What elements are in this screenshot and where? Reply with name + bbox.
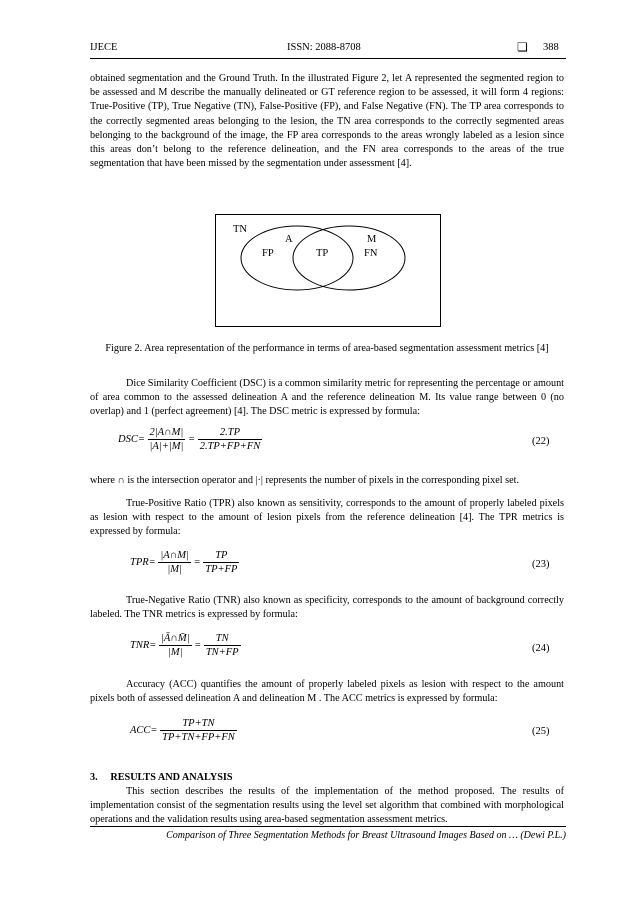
circle-a	[241, 226, 353, 290]
page-number: 388	[543, 42, 559, 53]
footer-rule	[90, 826, 566, 827]
header-rule	[90, 58, 566, 59]
acc-paragraph: Accuracy (ACC) quantifies the amount of properly labeled pixels as lesion with respect to the amount pixels both of assessed delineation A and delineation M . The ACC metrics is expressed by formula:	[90, 679, 564, 705]
eq22-frac1: $\frac{2|A\cap M|}{|A|+|M|}$	[149, 427, 184, 452]
figure-caption: Figure 2. Area representation of the performance in terms of area-based segmentation assessment metrics [4]	[105, 343, 549, 354]
section-heading: 3. RESULTS AND ANALYSIS	[90, 772, 233, 783]
label-m: M	[367, 234, 377, 245]
running-footer: Comparison of Three Segmentation Methods for Breast Ultrasound Images Based on … (Dewi P.L.)	[166, 830, 566, 841]
eq22-number: (22)	[532, 436, 550, 447]
eq24-number: (24)	[532, 643, 550, 654]
eq23-number: (23)	[532, 559, 550, 570]
equation-25: ACC= $\frac{TP+TN}{TP+TN+FP+FN}$	[130, 718, 235, 743]
label-a: A	[285, 234, 293, 245]
eq22-lhs: DSC=	[118, 433, 145, 445]
eq25-frac: $\frac{TP+TN}{TP+TN+FP+FN}$	[162, 718, 235, 743]
journal-name: IJECE	[90, 42, 118, 53]
label-fn: FN	[364, 248, 378, 259]
tnr-paragraph: True-Negative Ratio (TNR) also known as specificity, corresponds to the amount of background correctly labeled. The TNR metrics is expressed by formula:	[90, 595, 564, 621]
box-icon: ❏	[517, 40, 528, 54]
where-paragraph: where ∩ is the intersection operator and |·| represents the number of pixels in the corresponding pixel set.	[90, 475, 519, 486]
venn-diagram	[215, 214, 441, 327]
dsc-paragraph: Dice Similarity Coefficient (DSC) is a common similarity metric for representing the percentage or amount of area common to the assessed delineation A and the reference delineation M. Its value range between 0 (no overlap) and 1 (perfect agreement) [4]. The DSC metric is expressed by formula:	[90, 378, 564, 418]
eq22-frac2: $\frac{2.TP}{2.TP+FP+FN}$	[199, 427, 261, 452]
circle-m	[293, 226, 405, 290]
eq23-frac1: $\frac{|A\cap M|}{|M|}$	[160, 550, 189, 575]
eq23-frac2: $\frac{TP}{TP+FP}$	[205, 550, 238, 575]
eq24-frac2: $\frac{TN}{TN+FP}$	[205, 633, 239, 658]
tpr-paragraph: True-Positive Ratio (TPR) also known as sensitivity, corresponds to the amount of properly labeled pixels as lesion with respect to the amount of lesion pixels from the reference delineation [4]. The TPR metrics is expressed by formula:	[90, 498, 564, 538]
equation-23: TPR= $\frac{|A\cap M|}{|M|}$ = $\frac{TP}{TP+FP}$	[130, 550, 238, 575]
issn: ISSN: 2088-8708	[287, 42, 361, 53]
intro-paragraph: obtained segmentation and the Ground Truth. In the illustrated Figure 2, let A represented the segmented region to be assessed and M describe the manually delineated or GT reference region to be assessed, it will form 4 regions: True-Positive (TP), True Negative (TN), False-Positive (FP), and False Negative (FN). The TP area corresponds to the correctly segmented areas belonging to the lesion, the TN area corresponds to the correctly segmented areas belonging to the background of the image, the FP area corresponds to the areas wrongly labeled as a lesion since this areas don’t belong to the reference delineation, and the FN area corresponds to the areas of the true segmentation that have been missed by the segmentation under assessment [4].	[90, 73, 564, 170]
label-tn: TN	[233, 224, 247, 235]
equation-24: TNR= $\frac{|Ā\cap M̄|}{|M|}$ = $\frac{TN}{TN+FP}$	[130, 633, 239, 658]
results-paragraph: This section describes the results of the implementation of the method proposed. The results of implementation consist of the segmentation results using the level set algorithm that combined with morphological operations and the validation results using area-based segmentation assessment metrics.	[90, 786, 564, 826]
equation-22: DSC= $\frac{2|A\cap M|}{|A|+|M|}$ = $\frac{2.TP}{2.TP+FP+FN}$	[118, 427, 261, 452]
label-tp: TP	[316, 248, 329, 259]
eq25-number: (25)	[532, 726, 550, 737]
eq24-frac1: $\frac{|Ā\cap M̄|}{|M|}$	[160, 633, 190, 658]
label-fp: FP	[262, 248, 274, 259]
